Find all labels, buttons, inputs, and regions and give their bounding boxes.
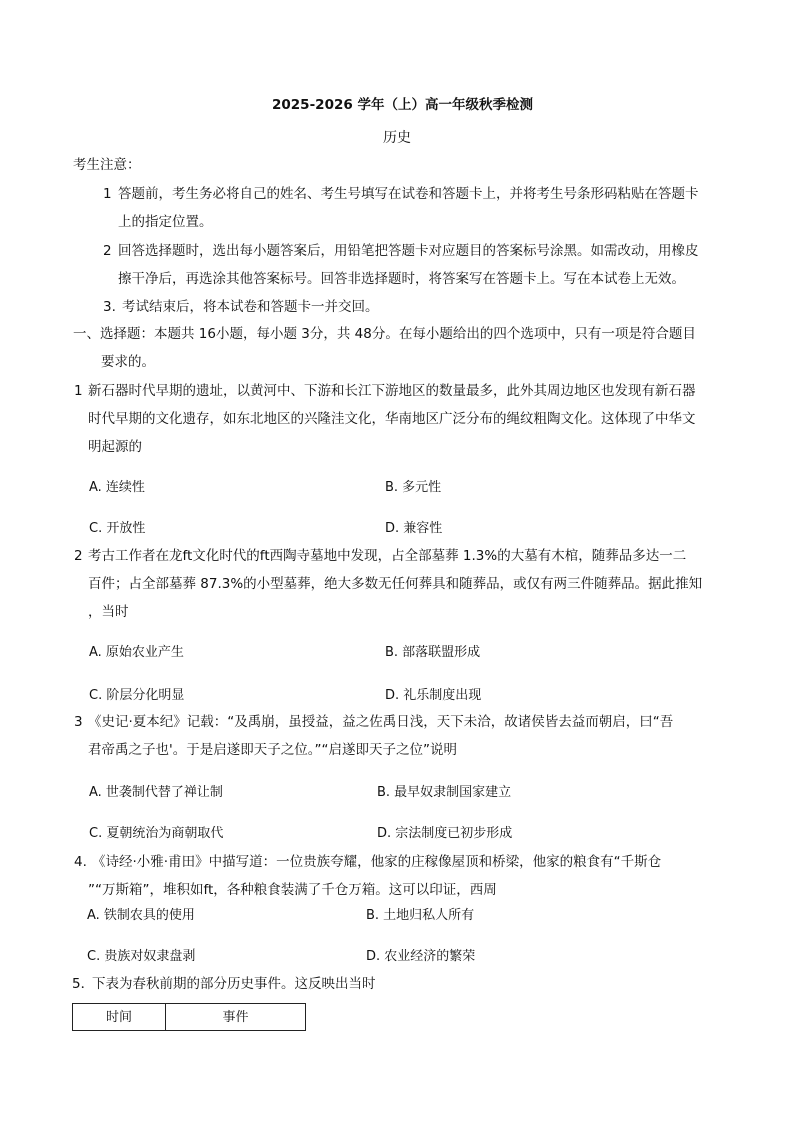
notice-item-num: 3. (103, 299, 116, 315)
question-line: 明起源的 (88, 439, 142, 455)
option-b[interactable]: B. 多元性 (385, 480, 442, 495)
option-d[interactable]: D. 农业经济的繁荣 (366, 949, 476, 964)
question-line: 《诗经·小雅·甫田》中描写道：一位贵族夸耀，他家的庄稼像屋顶和桥梁，他家的粮食有“千斯仓 (92, 854, 662, 870)
option-b[interactable]: B. 最早奴隶制国家建立 (377, 785, 512, 800)
option-b[interactable]: B. 土地归私人所有 (366, 908, 475, 923)
option-d[interactable]: D. 宗法制度已初步形成 (377, 826, 513, 841)
table-header-time: 时间 (73, 1004, 166, 1031)
question-line: 下表为春秋前期的部分历史事件。这反映出当时 (92, 976, 376, 992)
table-header-row (73, 1004, 306, 1031)
question-line: 时代早期的文化遗存，如东北地区的兴隆洼文化，华南地区广泛分布的绳纹粗陶文化。这体现了中华文 (88, 411, 696, 427)
question-line: ，当时 (88, 604, 129, 620)
option-c[interactable]: C. 夏朝统治为商朝取代 (89, 826, 224, 841)
table-header-event: 事件 (166, 1004, 306, 1031)
exam-title: 2025-2026 学年（上）高一年级秋季检测 (272, 97, 533, 113)
option-a[interactable]: A. 连续性 (89, 480, 145, 495)
option-b[interactable]: B. 部落联盟形成 (385, 645, 481, 660)
option-c[interactable]: C. 贵族对奴隶盘剥 (87, 949, 196, 964)
question-line: 考古工作者在龙ft文化时代的ft西陶寺墓地中发现，占全部墓葬 1.3%的大墓有木棺，随葬品多达一二 (88, 548, 687, 564)
notice-item-line: 考试结束后，将本试卷和答题卡一并交回。 (122, 299, 379, 315)
option-a[interactable]: A. 原始农业产生 (89, 645, 184, 660)
notice-item-num: 1 (103, 186, 112, 202)
section-heading: 一、选择题：本题共 16小题，每小题 3分，共 48分。在每小题给出的四个选项中，只有一项是符合题目 (73, 326, 696, 342)
option-a[interactable]: A. 世袭制代替了禅让制 (89, 785, 223, 800)
notice-item-line: 答题前，考生务必将自己的姓名、考生号填写在试卷和答题卡上，并将考生号条形码粘贴在答题卡 (118, 186, 699, 202)
section-heading-cont: 要求的。 (101, 354, 155, 370)
option-a[interactable]: A. 铁制农具的使用 (87, 908, 195, 923)
notice-item-line: 擦干净后，再选涂其他答案标号。回答非选择题时，将答案写在答题卡上。写在本试卷上无效。 (118, 271, 685, 287)
question-line: 百件；占全部墓葬 87.3%的小型墓葬，绝大多数无任何葬具和随葬品，或仅有两三件随葬品。据此推知 (88, 576, 703, 592)
option-d[interactable]: D. 兼容性 (385, 521, 443, 536)
option-d[interactable]: D. 礼乐制度出现 (385, 688, 482, 703)
question-number: 4. (74, 854, 87, 870)
notice-item-line: 回答选择题时，选出每小题答案后，用铅笔把答题卡对应题目的答案标号涂黑。如需改动，用橡皮 (118, 243, 699, 259)
question-line: ”“万斯箱”，堆积如ft，各种粮食装满了千仓万箱。这可以印证，西周 (88, 882, 497, 898)
notice-label: 考生注意： (73, 157, 141, 173)
option-c[interactable]: C. 阶层分化明显 (89, 688, 185, 703)
question-line: 《史记·夏本纪》记载：“及禹崩，虽授益，益之佐禹日浅，天下未洽，故诸侯皆去益而朝启，曰“吾 (88, 714, 674, 730)
notice-item-line: 上的指定位置。 (118, 214, 213, 230)
question-number: 1 (74, 383, 83, 399)
events-table (72, 1003, 306, 1031)
question-number: 5． (72, 976, 95, 992)
question-number: 2 (74, 548, 83, 564)
option-c[interactable]: C. 开放性 (89, 521, 146, 536)
notice-item-num: 2 (103, 243, 112, 259)
subject-title: 历史 (383, 130, 411, 146)
question-line: 新石器时代早期的遗址，以黄河中、下游和长江下游地区的数量最多，此外其周边地区也发现有新石器 (88, 383, 696, 399)
question-number: 3 (74, 714, 83, 730)
question-line: 君帝禹之子也'。于是启遂即天子之位。”“启遂即天子之位”说明 (88, 742, 457, 758)
